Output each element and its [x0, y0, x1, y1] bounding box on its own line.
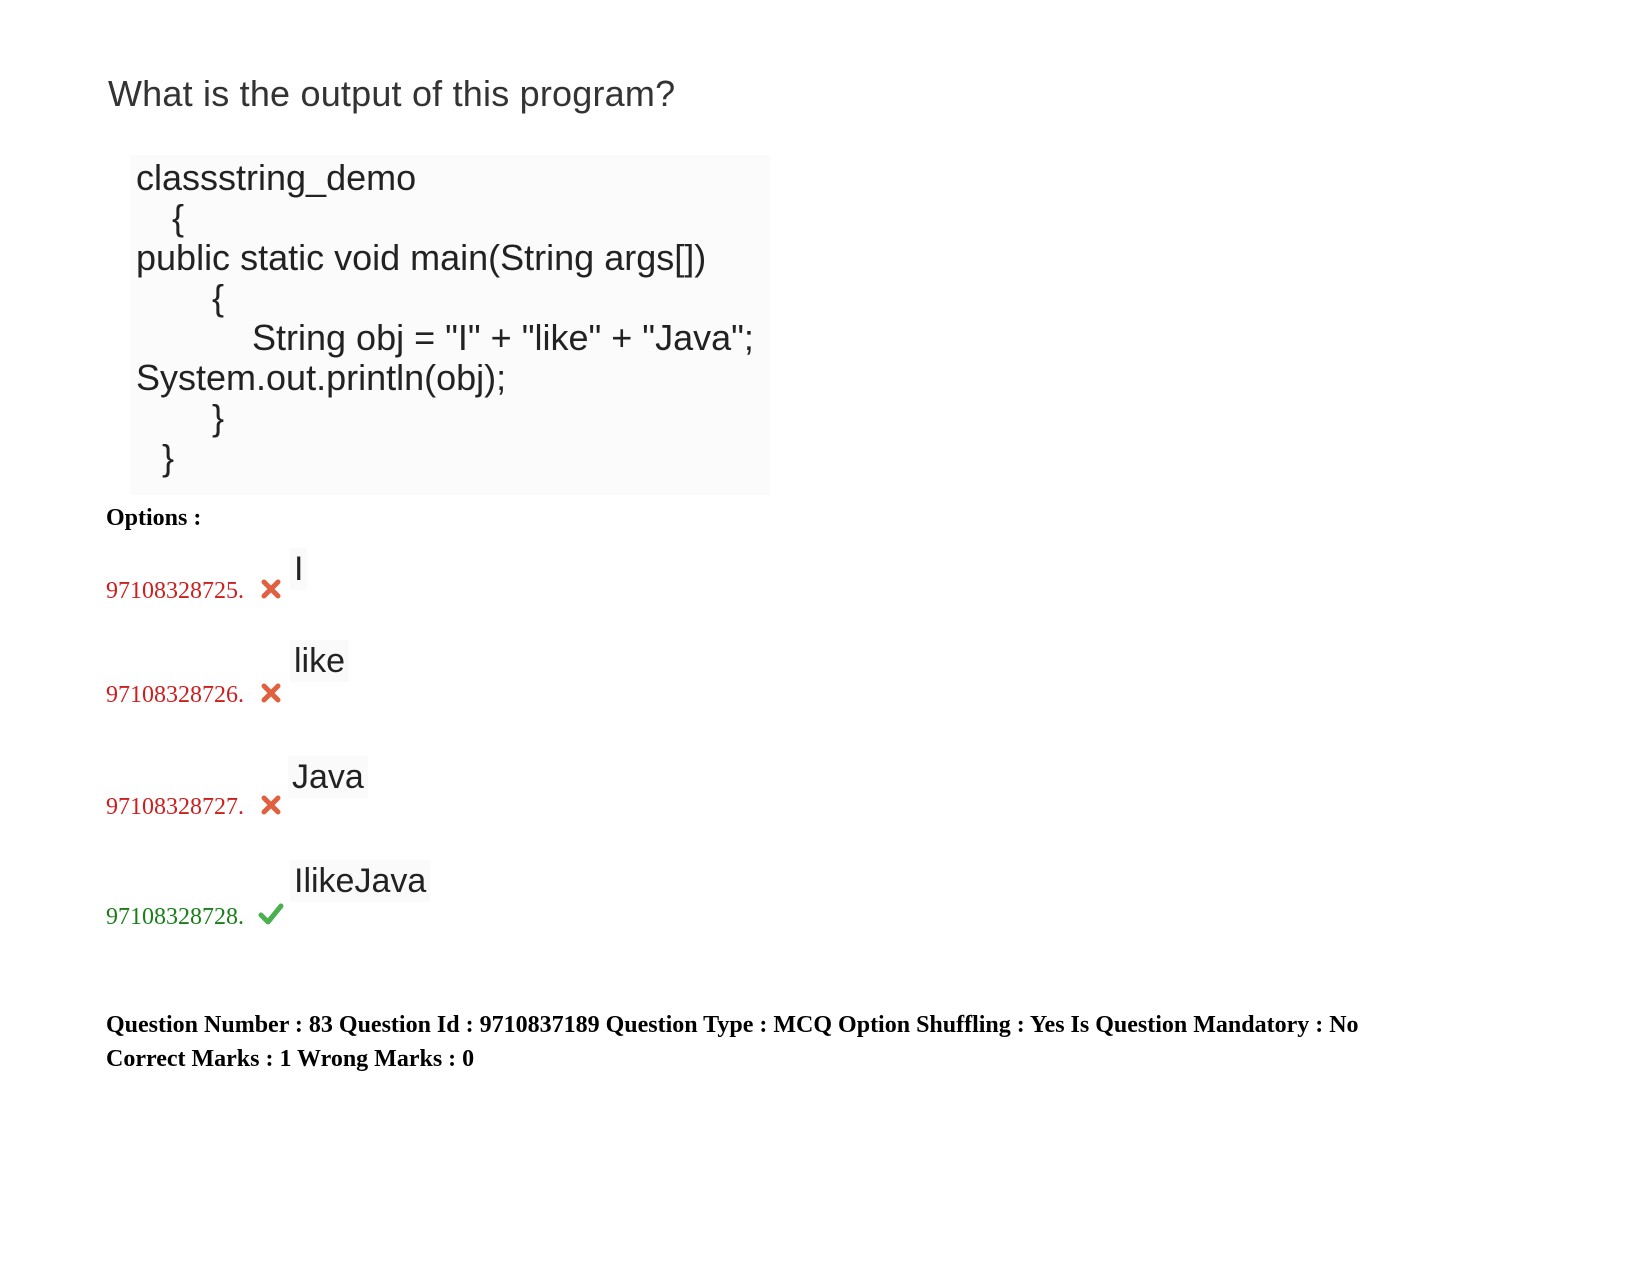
option-id: 97108328728. [106, 904, 244, 930]
option-id: 97108328727. [106, 794, 244, 820]
options-label: Options : [106, 505, 202, 531]
option-id: 97108328725. [106, 578, 244, 604]
code-line: System.out.println(obj); [136, 357, 507, 398]
code-block [130, 155, 770, 495]
code-line: classstring_demo [136, 157, 417, 198]
code-line: { [212, 277, 225, 318]
question-title: What is the output of this program? [108, 73, 676, 114]
option-text: IlikeJava [290, 860, 430, 902]
option-text: I [290, 548, 307, 590]
cross-icon [260, 794, 282, 816]
cross-icon [260, 682, 282, 704]
option-text: Java [288, 756, 368, 798]
option-text: like [290, 640, 349, 682]
marks-meta: Correct Marks : 1 Wrong Marks : 0 [106, 1046, 475, 1072]
code-line: { [172, 197, 185, 238]
check-icon [258, 902, 284, 926]
option-id: 97108328726. [106, 682, 244, 708]
code-line: public static void main(String args[]) [136, 237, 707, 278]
question-meta: Question Number : 83 Question Id : 9710837189 Question Type : MCQ Option Shuffling : Yes Is Question Mandatory : No [106, 1012, 1359, 1038]
code-line: String obj = "I" + "like" + "Java"; [252, 317, 754, 358]
code-line: } [162, 437, 175, 478]
code-line: } [212, 397, 225, 438]
cross-icon [260, 578, 282, 600]
